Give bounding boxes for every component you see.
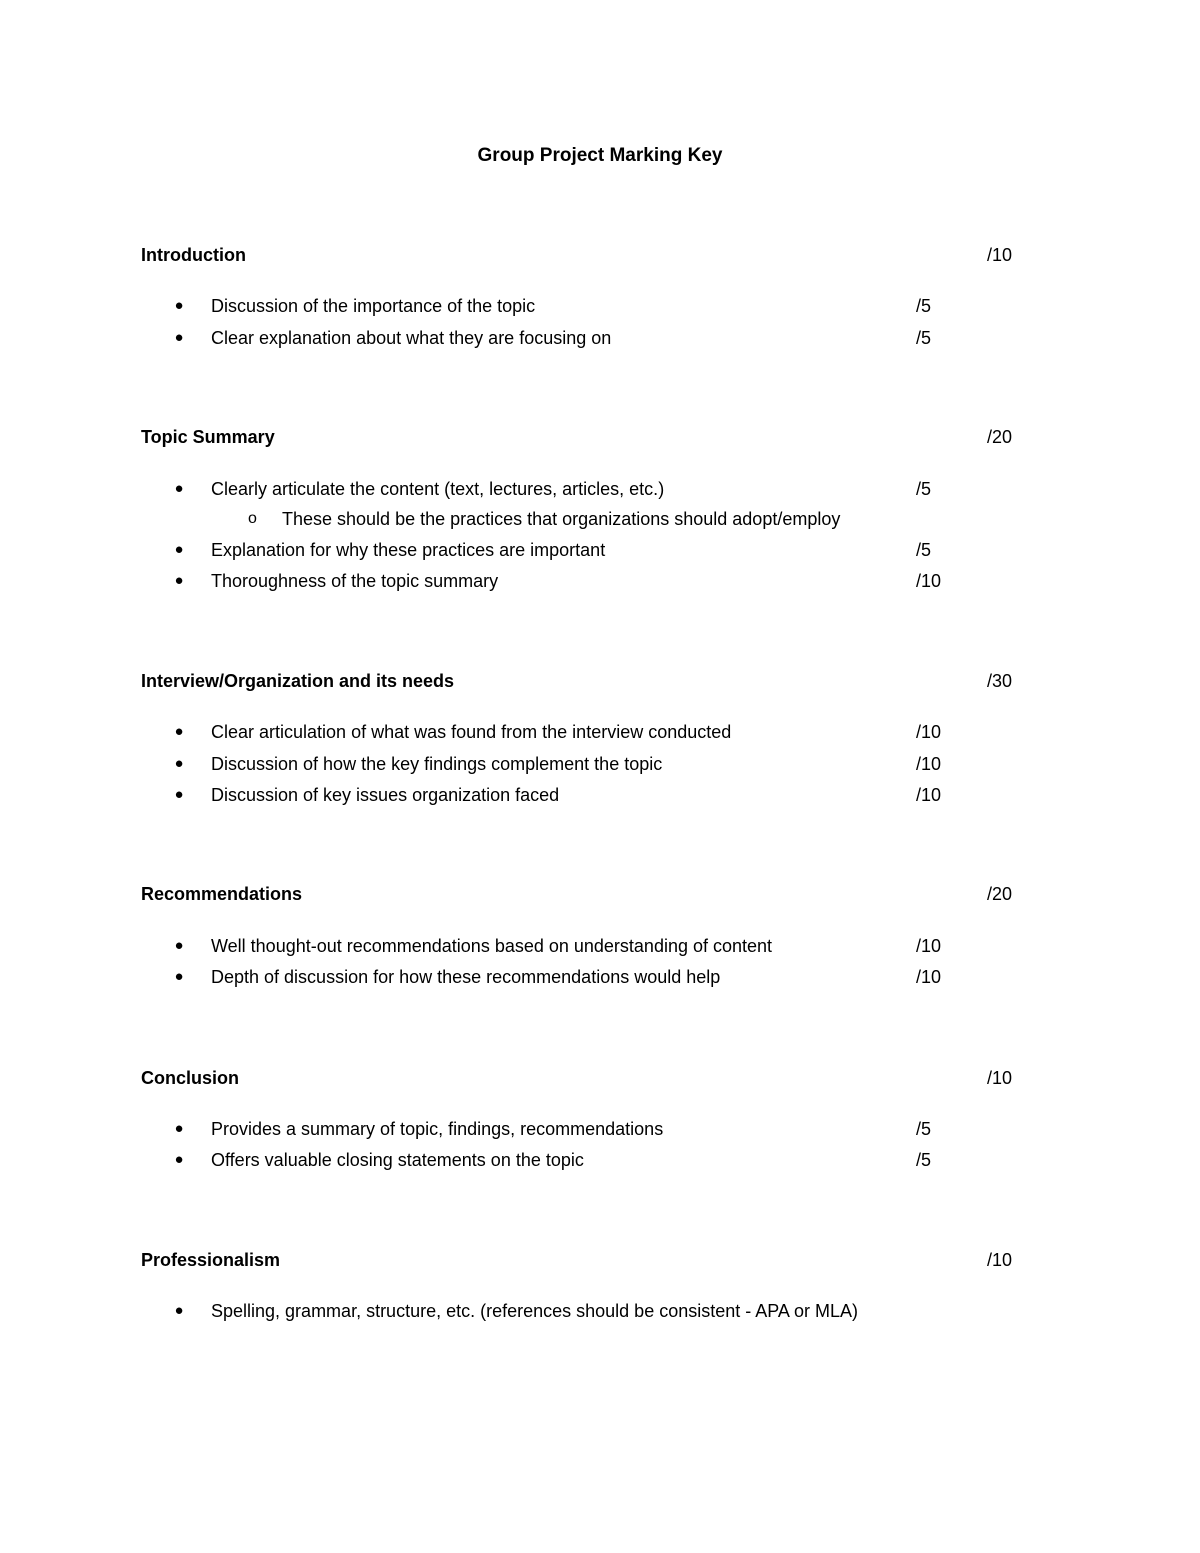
section-interview-heading	[141, 669, 1021, 693]
bullet-icon: ●	[174, 1120, 184, 1137]
bullet-icon: ●	[174, 755, 184, 772]
list-item	[171, 538, 971, 562]
item-text: Thoroughness of the topic summary	[211, 571, 499, 591]
item-text: Discussion of how the key findings complement the topic	[211, 754, 663, 774]
item-text: Well thought-out recommendations based on understanding of content	[211, 936, 773, 956]
item-marks: /10	[916, 722, 942, 742]
item-marks: /5	[916, 328, 932, 348]
list-item	[171, 1117, 971, 1141]
item-marks: /5	[916, 296, 932, 316]
item-text: Provides a summary of topic, findings, recommendations	[211, 1119, 664, 1139]
bullet-icon: ●	[174, 1151, 184, 1168]
item-marks: /10	[916, 785, 942, 805]
section-introduction-heading	[141, 243, 1021, 267]
section-conclusion-heading	[141, 1066, 1021, 1090]
list-item	[171, 477, 971, 501]
item-text: Spelling, grammar, structure, etc. (references should be consistent - APA or MLA)	[211, 1301, 858, 1321]
section-marks: /20	[987, 427, 1013, 447]
list-item	[171, 569, 971, 593]
list-item	[171, 1148, 971, 1172]
list-item	[171, 294, 971, 318]
bullet-icon: ●	[174, 297, 184, 314]
section-label: Introduction	[141, 245, 246, 265]
section-marks: /20	[987, 884, 1013, 904]
bullet-icon: ●	[174, 968, 184, 985]
list-item	[171, 965, 971, 989]
item-text: Clear articulation of what was found from the interview conducted	[211, 722, 732, 742]
section-recommendations-heading	[141, 882, 1021, 906]
bullet-icon: ●	[174, 937, 184, 954]
bullet-icon: ●	[174, 723, 184, 740]
item-marks: /10	[916, 571, 942, 591]
section-professionalism-heading	[141, 1248, 1021, 1272]
item-text: Clearly articulate the content (text, lectures, articles, etc.)	[211, 479, 665, 499]
section-label: Recommendations	[141, 884, 303, 904]
bullet-icon: ●	[174, 572, 184, 589]
list-item	[171, 783, 971, 807]
section-marks: /10	[987, 1068, 1013, 1088]
item-marks: /5	[916, 540, 932, 560]
section-marks: /10	[987, 245, 1013, 265]
section-topic-summary-heading	[141, 425, 1021, 449]
sub-bullet-icon: o	[248, 510, 257, 527]
bullet-icon: ●	[174, 786, 184, 803]
bullet-icon: ●	[174, 1302, 184, 1319]
section-label: Topic Summary	[141, 427, 275, 447]
item-text: Depth of discussion for how these recommendations would help	[211, 967, 721, 987]
section-marks: /30	[987, 671, 1013, 691]
bullet-icon: ●	[174, 480, 184, 497]
sub-list-item	[248, 507, 948, 531]
section-label: Interview/Organization and its needs	[141, 671, 455, 691]
item-marks: /5	[916, 479, 932, 499]
section-label: Conclusion	[141, 1068, 239, 1088]
list-item	[171, 1299, 971, 1323]
bullet-icon: ●	[174, 329, 184, 346]
list-item	[171, 752, 971, 776]
sub-item-text: These should be the practices that organizations should adopt/employ	[282, 509, 841, 529]
item-marks: /5	[916, 1150, 932, 1170]
section-label: Professionalism	[141, 1250, 281, 1270]
item-marks: /10	[916, 936, 942, 956]
item-text: Discussion of the importance of the topic	[211, 296, 536, 316]
item-text: Explanation for why these practices are important	[211, 540, 606, 560]
list-item	[171, 326, 971, 350]
list-item	[171, 934, 971, 958]
item-marks: /10	[916, 754, 942, 774]
item-text: Discussion of key issues organization faced	[211, 785, 560, 805]
item-marks: /5	[916, 1119, 932, 1139]
section-marks: /10	[987, 1250, 1013, 1270]
page-title: Group Project Marking Key	[477, 145, 723, 166]
item-text: Clear explanation about what they are focusing on	[211, 328, 612, 348]
item-text: Offers valuable closing statements on the topic	[211, 1150, 584, 1170]
bullet-icon: ●	[174, 541, 184, 558]
item-marks: /10	[916, 967, 942, 987]
list-item	[171, 720, 971, 744]
